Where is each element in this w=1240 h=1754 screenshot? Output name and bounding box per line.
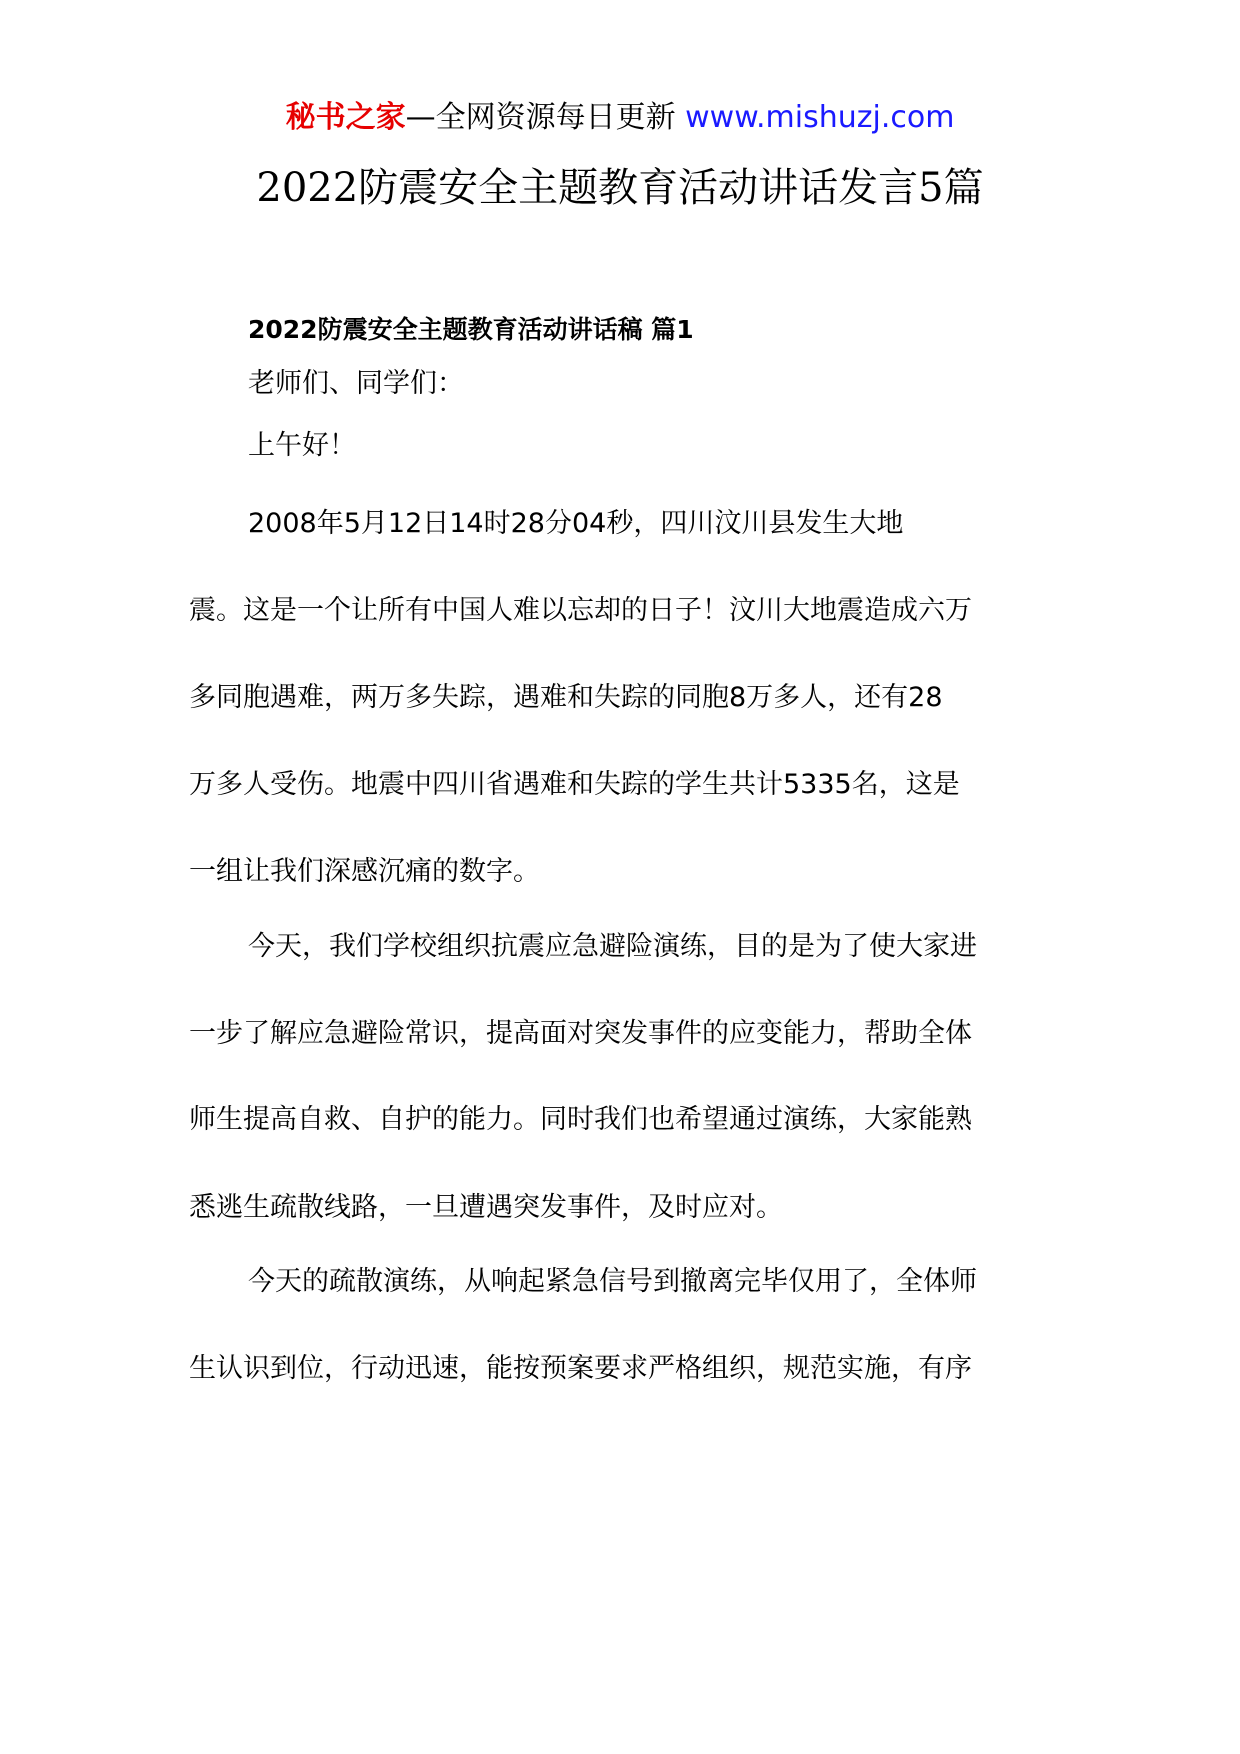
body-line: 今天的疏散演练，从响起紧急信号到撤离完毕仅用了，全体师 (248, 1266, 977, 1297)
body-line: 生认识到位，行动迅速，能按预案要求严格组织，规范实施，有序 (189, 1353, 972, 1384)
body-line: 2008年5月12日14时28分04秒，四川汶川县发生大地 (248, 508, 904, 539)
body-line: 一组让我们深感沉痛的数字。 (189, 856, 540, 887)
body-line: 悉逃生疏散线路，一旦遭遇突发事件，及时应对。 (189, 1192, 783, 1223)
body-line: 老师们、同学们： (248, 368, 464, 399)
body-line: 一步了解应急避险常识，提高面对突发事件的应变能力，帮助全体 (189, 1018, 972, 1049)
brand-name: 秘书之家 (285, 100, 406, 135)
body-line: 今天，我们学校组织抗震应急避险演练，目的是为了使大家进 (248, 931, 977, 962)
body-line: 万多人受伤。地震中四川省遇难和失踪的学生共计5335名，这是 (189, 769, 960, 800)
header-tagline: —全网资源每日更新 (405, 100, 676, 135)
body-line: 上午好！ (248, 430, 356, 461)
body-line: 多同胞遇难，两万多失踪，遇难和失踪的同胞8万多人，还有28 (189, 682, 943, 713)
body-line: 震。这是一个让所有中国人难以忘却的日子！汶川大地震造成六万 (189, 595, 972, 626)
site-url-link[interactable]: www.mishuzj.com (685, 100, 955, 135)
document-title: 2022防震安全主题教育活动讲话发言5篇 (256, 165, 984, 211)
body-line: 师生提高自救、自护的能力。同时我们也希望通过演练，大家能熟 (189, 1104, 972, 1135)
site-header (0, 98, 1240, 138)
section-heading: 2022防震安全主题教育活动讲话稿 篇1 (248, 315, 694, 344)
